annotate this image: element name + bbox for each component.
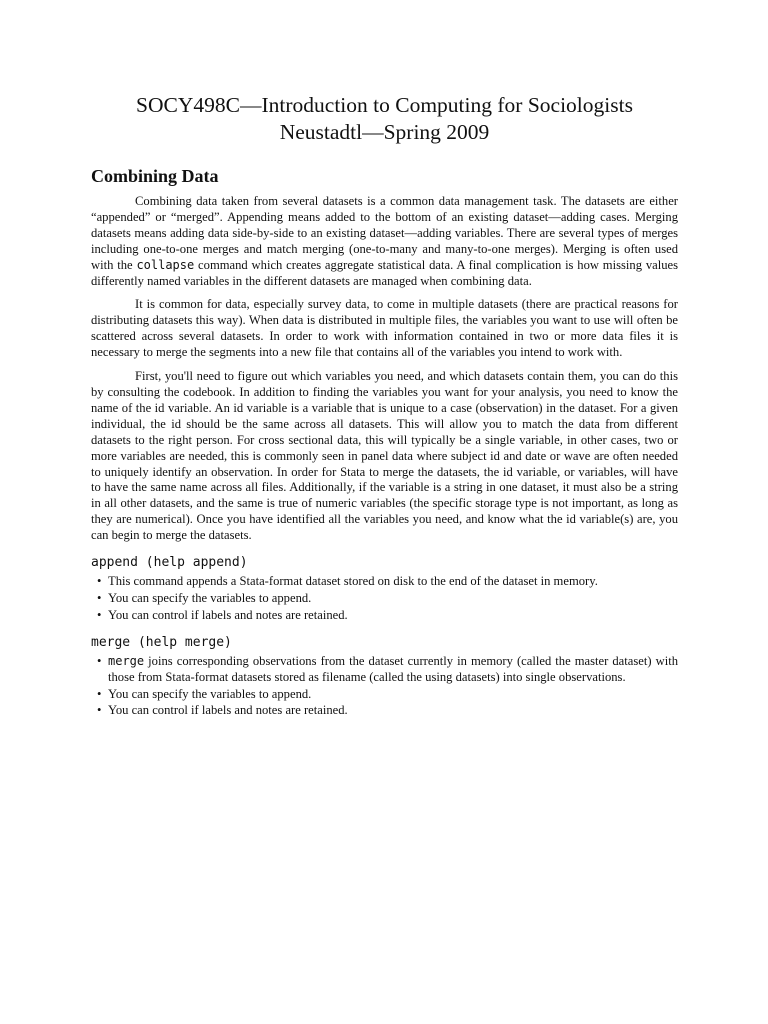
instructor-term: Neustadtl—Spring 2009 <box>279 120 490 144</box>
paragraph-intro-text-a: Combining data taken from several datasets is a common data management task. The datasets are either “appended” or “merged”. Appending means added to the bottom of an existing dataset—adding cases. Merging datasets means adding data side-by-side to an existing dataset—adding variables. There are several types of merges including one-to-one merges and match merging (one-to-many and many-to-one merges). Merging is often used with the <box>91 194 678 272</box>
merge-bullet <box>97 654 678 686</box>
append-bullet: • You can specify the variables to append. <box>97 591 678 607</box>
merge-heading: merge (help merge) <box>91 634 232 650</box>
merge-bullet: • You can specify the variables to append. <box>97 687 678 703</box>
append-heading: append (help append) <box>91 555 248 571</box>
paragraph-intro-text-b: command which creates aggregate statistical data. A final complication is how missing values differently named variables in the different datasets are managed when combining data. <box>91 257 678 288</box>
merge-bullet: • You can control if labels and notes are retained. <box>97 703 678 719</box>
paragraph-multiple-datasets: It is common for data, especially survey data, to come in multiple datasets (there are practical reasons for distributing datasets this way). When data is distributed in multiple files, the variables you want to use will often be scattered across several datasets. In order to work with information contained in two or more data files it is necessary to merge the segments into a new file that contains all of the variables you intend to work with. <box>91 297 678 360</box>
paragraph-id-variable: First, you'll need to figure out which variables you need, and which datasets contain them, you can do this by consulting the codebook. In addition to finding the variables you want for your analysis, you need to know the name of the id variable. An id variable is a variable that is unique to a case (observation) in the dataset. For a given individual, the id should be the same across all datasets. This will allow you to match the data from different datasets to the right person. For cross sectional data, this will typically be a single variable, in other cases, two or more variables are needed, this is commonly seen in panel data where subject id and date or wave are often needed to uniquely identify an observation. In order for Stata to merge the datasets, the id variable, or variables, will have to have the same name across all files. Additionally, if the variable is a string in one dataset, it must also be a string in all other datasets, and the same is true of numeric variables (the specific storage type is not important, as long as they are numerical). Once you have identified all the variables you need, and know what the id variable(s) are, you can begin to merge the datasets. <box>91 369 678 543</box>
collapse-command: collapse <box>136 257 195 272</box>
course-title: SOCY498C—Introduction to Computing for Sociologists <box>136 93 633 117</box>
merge-bullet-text: joins corresponding observations from the dataset currently in memory (called the master dataset) with those from Stata-format datasets stored as filename (called the using datasets) into single observations. <box>108 653 678 684</box>
header <box>91 92 678 146</box>
merge-command: merge <box>108 653 145 668</box>
merge-bullet-list <box>91 654 678 720</box>
append-bullet: • You can control if labels and notes are retained. <box>97 608 678 624</box>
section-title: Combining Data <box>91 166 219 186</box>
paragraph-intro <box>91 194 678 289</box>
append-bullet-list <box>91 574 678 624</box>
append-bullet: • This command appends a Stata-format dataset stored on disk to the end of the dataset in memory. <box>97 574 678 590</box>
